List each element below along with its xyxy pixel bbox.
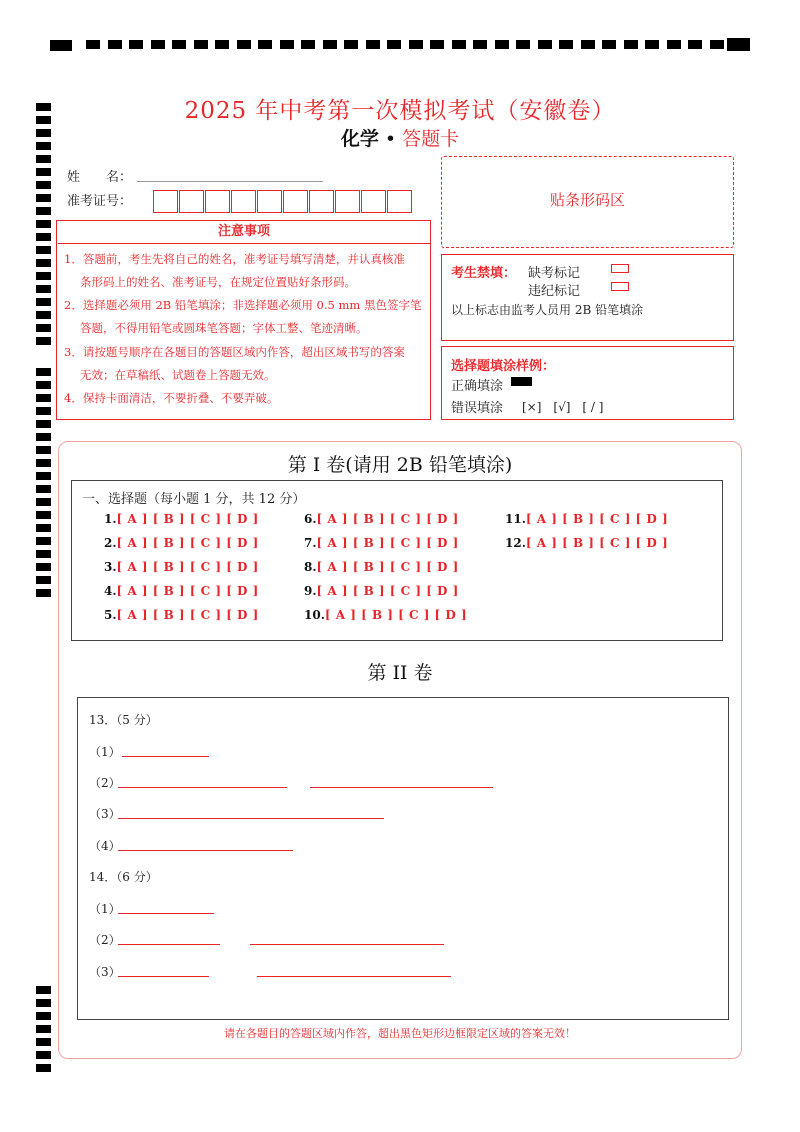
- forbidden-label: 考生禁填：: [451, 266, 517, 281]
- timing-mark: [151, 40, 165, 49]
- answer-options[interactable]: [ A ] [ B ] [ C ] [ D ]: [116, 608, 259, 622]
- absent-label: 缺考标记: [528, 266, 581, 281]
- timing-mark: [452, 40, 466, 49]
- timing-mark: [344, 40, 358, 49]
- timing-mark: [36, 537, 51, 545]
- id-digit-box[interactable]: [387, 190, 412, 213]
- timing-mark: [237, 40, 251, 49]
- id-digit-box[interactable]: [283, 190, 308, 213]
- question-item[interactable]: [104, 584, 259, 598]
- answer-options[interactable]: [ A ] [ B ] [ C ] [ D ]: [324, 608, 468, 622]
- timing-mark: [624, 40, 638, 49]
- timing-mark: [36, 259, 51, 267]
- timing-mark: [36, 485, 51, 493]
- wrong-fill-marks: [×] [√] [ / ]: [522, 400, 604, 414]
- timing-mark: [194, 40, 208, 49]
- answer-options[interactable]: [ A ] [ B ] [ C ] [ D ]: [316, 536, 459, 550]
- question-item[interactable]: [104, 536, 259, 550]
- sub-label: （1）: [89, 745, 121, 759]
- name-label: 姓 名：: [67, 170, 133, 185]
- question-item[interactable]: [304, 512, 459, 526]
- question-number: 6.: [304, 512, 317, 526]
- timing-mark: [710, 40, 724, 49]
- wrong-fill-label: 错误填涂: [451, 401, 504, 416]
- part1-title: 第 I 卷(请用 2B 铅笔填涂): [287, 454, 513, 476]
- answer-line[interactable]: [118, 818, 384, 819]
- answer-options[interactable]: [ A ] [ B ] [ C ] [ D ]: [525, 512, 669, 526]
- subject-label: 化学: [340, 128, 379, 150]
- timing-mark: [36, 233, 51, 241]
- timing-mark: [36, 498, 51, 506]
- id-digit-box[interactable]: [205, 190, 230, 213]
- timing-mark: [581, 40, 595, 49]
- notice-line: 1．答题前，考生先将自己的姓名，准考证号填写清楚，并认真核准: [64, 252, 405, 266]
- answer-options[interactable]: [ A ] [ B ] [ C ] [ D ]: [116, 512, 259, 526]
- timing-mark: [688, 40, 702, 49]
- forbidden-note: 以上标志由监考人员用 2B 铅笔填涂: [451, 303, 644, 317]
- answer-options[interactable]: [ A ] [ B ] [ C ] [ D ]: [316, 584, 459, 598]
- page-subtitle: [0, 124, 800, 151]
- question-number: 2.: [104, 536, 117, 550]
- question-item[interactable]: [505, 512, 668, 526]
- timing-mark: [36, 368, 51, 376]
- timing-mark: [301, 40, 315, 49]
- timing-mark: [387, 40, 401, 49]
- timing-mark: [36, 381, 51, 389]
- timing-mark: [36, 311, 51, 319]
- answer-options[interactable]: [ A ] [ B ] [ C ] [ D ]: [316, 560, 459, 574]
- notice-line: 条形码上的姓名、准考证号，在规定位置贴好条形码。: [80, 275, 356, 289]
- timing-mark: [323, 40, 337, 49]
- fill-sample-label: 选择题填涂样例：: [451, 359, 556, 374]
- correct-fill-label: 正确填涂: [451, 379, 504, 394]
- timing-mark: [36, 986, 51, 994]
- question-number: 1.: [104, 512, 117, 526]
- timing-mark: [36, 589, 51, 597]
- timing-mark: [258, 40, 272, 49]
- answer-line[interactable]: [257, 976, 451, 977]
- absent-mark-box[interactable]: [611, 264, 629, 273]
- timing-mark: [36, 155, 51, 163]
- timing-mark: [645, 40, 659, 49]
- timing-mark: [36, 337, 51, 345]
- timing-mark: [36, 220, 51, 228]
- id-digit-box[interactable]: [257, 190, 282, 213]
- timing-mark: [366, 40, 380, 49]
- sub-label: （3）: [89, 965, 121, 979]
- question-item[interactable]: [304, 608, 467, 622]
- answer-options[interactable]: [ A ] [ B ] [ C ] [ D ]: [525, 536, 669, 550]
- timing-mark: [215, 40, 229, 49]
- timing-mark: [129, 40, 143, 49]
- timing-mark: [36, 246, 51, 254]
- question-number: 10.: [304, 608, 325, 622]
- timing-mark: [36, 324, 51, 332]
- timing-mark: [86, 40, 100, 49]
- answer-line[interactable]: [118, 913, 214, 914]
- violation-mark-box[interactable]: [611, 282, 629, 291]
- notice-line: 无效；在草稿纸、试题卷上答题无效。: [80, 368, 276, 382]
- timing-mark: [36, 181, 51, 189]
- timing-mark: [36, 420, 51, 428]
- question-item[interactable]: [505, 536, 668, 550]
- timing-mark: [36, 1012, 51, 1020]
- timing-mark: [473, 40, 487, 49]
- barcode-area: [441, 156, 734, 248]
- id-digit-box[interactable]: [231, 190, 256, 213]
- timing-mark: [36, 407, 51, 415]
- timing-mark: [516, 40, 530, 49]
- q13-label: 13．（5 分）: [89, 713, 158, 727]
- timing-mark: [36, 524, 51, 532]
- correct-fill-sample: [511, 377, 532, 386]
- question-number: 3.: [104, 560, 117, 574]
- question-number: 11.: [505, 512, 526, 526]
- timing-mark: [36, 207, 51, 215]
- violation-label: 违纪标记: [528, 284, 581, 299]
- timing-mark: [538, 40, 552, 49]
- q14-label: 14．（6 分）: [89, 870, 158, 884]
- footer-warning: 请在各题目的答题区域内作答，超出黑色矩形边框限定区域的答案无效！: [224, 1027, 576, 1040]
- sub-label: （1）: [89, 902, 121, 916]
- dot-separator: •: [384, 128, 397, 150]
- question-item[interactable]: [304, 560, 459, 574]
- answer-options[interactable]: [ A ] [ B ] [ C ] [ D ]: [316, 512, 459, 526]
- timing-mark: [36, 394, 51, 402]
- question-item[interactable]: [104, 512, 259, 526]
- timing-mark: [36, 272, 51, 280]
- id-digit-box[interactable]: [361, 190, 386, 213]
- question-number: 8.: [304, 560, 317, 574]
- answer-line[interactable]: [118, 850, 293, 851]
- name-field[interactable]: [137, 181, 323, 182]
- timing-mark: [36, 168, 51, 176]
- barcode-label: 贴条形码区: [549, 191, 625, 209]
- answer-options[interactable]: [ A ] [ B ] [ C ] [ D ]: [116, 560, 259, 574]
- answer-options[interactable]: [ A ] [ B ] [ C ] [ D ]: [116, 584, 259, 598]
- id-digit-box[interactable]: [153, 190, 178, 213]
- timing-mark: [409, 40, 423, 49]
- timing-mark: [559, 40, 573, 49]
- question-number: 5.: [104, 608, 117, 622]
- answer-line[interactable]: [118, 944, 220, 945]
- timing-mark: [36, 285, 51, 293]
- answer-line[interactable]: [250, 944, 444, 945]
- sub-label: （4）: [89, 839, 121, 853]
- id-digit-box[interactable]: [179, 190, 204, 213]
- notice-line: 4．保持卡面清洁，不要折叠、不要弄破。: [64, 391, 279, 405]
- answer-line[interactable]: [118, 787, 287, 788]
- question-number: 4.: [104, 584, 117, 598]
- id-number-boxes[interactable]: [153, 190, 413, 213]
- timing-mark: [280, 40, 294, 49]
- timing-mark: [667, 40, 681, 49]
- timing-mark: [108, 40, 122, 49]
- mc-header: 一、选择题（每小题 1 分，共 12 分）: [82, 492, 306, 507]
- notice-line: 3．请按题号顺序在各题目的答题区域内作答，超出区域书写的答案: [64, 345, 405, 359]
- timing-mark: [430, 40, 444, 49]
- part2-title: 第 II 卷: [367, 662, 433, 684]
- notice-line: 2．选择题必须用 2B 铅笔填涂；非选择题必须用 0.5 mm 黑色签字笔: [64, 298, 422, 312]
- answer-line[interactable]: [118, 976, 209, 977]
- id-label: 准考证号：: [67, 194, 133, 209]
- id-digit-box[interactable]: [335, 190, 360, 213]
- timing-mark: [36, 433, 51, 441]
- notice-box: [56, 220, 431, 420]
- answer-line[interactable]: [310, 787, 493, 788]
- question-number: 7.: [304, 536, 317, 550]
- timing-mark: [727, 38, 750, 51]
- timing-mark: [36, 1051, 51, 1059]
- timing-mark: [36, 999, 51, 1007]
- page-title: 2025 年中考第一次模拟考试（安徽卷）: [184, 98, 616, 124]
- sub-label: （2）: [89, 776, 121, 790]
- timing-mark: [172, 40, 186, 49]
- notice-title: 注意事项: [58, 220, 430, 244]
- answer-line[interactable]: [122, 756, 209, 757]
- question-number: 9.: [304, 584, 317, 598]
- timing-mark: [36, 298, 51, 306]
- question-item[interactable]: [104, 560, 259, 574]
- notice-line: 答题，不得用铅笔或圆珠笔答题；字体工整、笔迹清晰。: [80, 321, 368, 335]
- timing-mark: [36, 511, 51, 519]
- sub-label: （3）: [89, 807, 121, 821]
- timing-mark: [50, 40, 72, 51]
- timing-mark: [602, 40, 616, 49]
- question-item[interactable]: [104, 608, 259, 622]
- question-item[interactable]: [304, 536, 459, 550]
- timing-mark: [495, 40, 509, 49]
- question-number: 12.: [505, 536, 526, 550]
- card-label: 答题卡: [402, 128, 460, 150]
- free-answer-box: [77, 697, 729, 1020]
- timing-mark: [36, 1064, 51, 1072]
- timing-mark: [36, 563, 51, 571]
- timing-mark: [36, 576, 51, 584]
- timing-mark: [36, 194, 51, 202]
- timing-mark: [36, 550, 51, 558]
- question-item[interactable]: [304, 584, 459, 598]
- id-digit-box[interactable]: [309, 190, 334, 213]
- sub-label: （2）: [89, 933, 121, 947]
- answer-options[interactable]: [ A ] [ B ] [ C ] [ D ]: [116, 536, 259, 550]
